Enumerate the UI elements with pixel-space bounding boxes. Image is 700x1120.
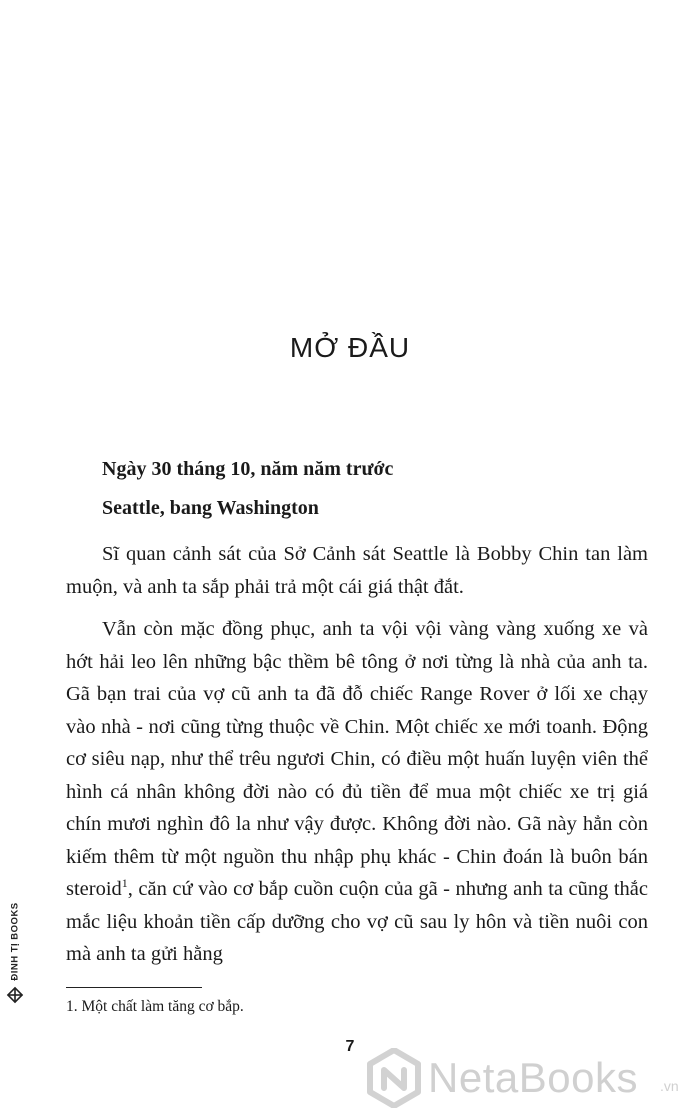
footnote-divider	[66, 987, 202, 988]
side-brand-text: ĐINH TỊ BOOKS	[9, 902, 21, 981]
paragraph-2-text-a: Vẫn còn mặc đồng phục, anh ta vội vội vàng vàng xuống xe và hớt hải leo lên những bậc thềm bê tông ở nơi từng là nhà của anh ta. Gã bạn trai của vợ cũ anh ta đã đỗ chiếc Range Rover ở lối xe chạy vào nhà - nơi cũng từng thuộc về Chin. Một chiếc xe mới toanh. Động cơ siêu nạp, như thể trêu ngươi Chin, có điều một huấn luyện viên thể hình cá nhân không đời nào có đủ tiền để mua một chiếc xe trị giá chín mươi nghìn đô la như vậy được. Không đời nào. Gã này hẳn còn kiếm thêm từ một nguồn thu nhập phụ khác - Chin đoán là buôn bán steroid	[66, 618, 648, 900]
paragraph-1: Sĩ quan cảnh sát của Sở Cảnh sát Seattle là Bobby Chin tan làm muộn, và anh ta sắp phải trả một cái giá thật đắt.	[66, 543, 648, 598]
paragraph-2	[66, 613, 648, 971]
page-number: 7	[345, 1038, 355, 1055]
side-brand	[4, 900, 26, 1025]
footnote-marker: 1	[121, 876, 128, 891]
page-title: MỞ ĐẦU	[289, 332, 411, 363]
dinhti-logo-icon	[6, 986, 24, 1004]
neta-logo-icon	[366, 1048, 422, 1108]
paragraph-2-text-b: , căn cứ vào cơ bắp cuồn cuộn của gã - nhưng anh ta cũng thắc mắc liệu khoản tiền cấp dưỡng cho vợ cũ sau ly hôn và tiền nuôi con mà anh ta gửi hằng	[66, 878, 648, 965]
footnote: 1. Một chất làm tăng cơ bắp.	[66, 998, 244, 1015]
watermark-suffix: .vn	[660, 1078, 679, 1094]
place-heading: Seattle, bang Washington	[102, 497, 319, 519]
watermark-text: NetaBooks	[428, 1054, 638, 1101]
date-heading: Ngày 30 tháng 10, năm năm trước	[102, 458, 394, 480]
watermark	[360, 1048, 700, 1110]
